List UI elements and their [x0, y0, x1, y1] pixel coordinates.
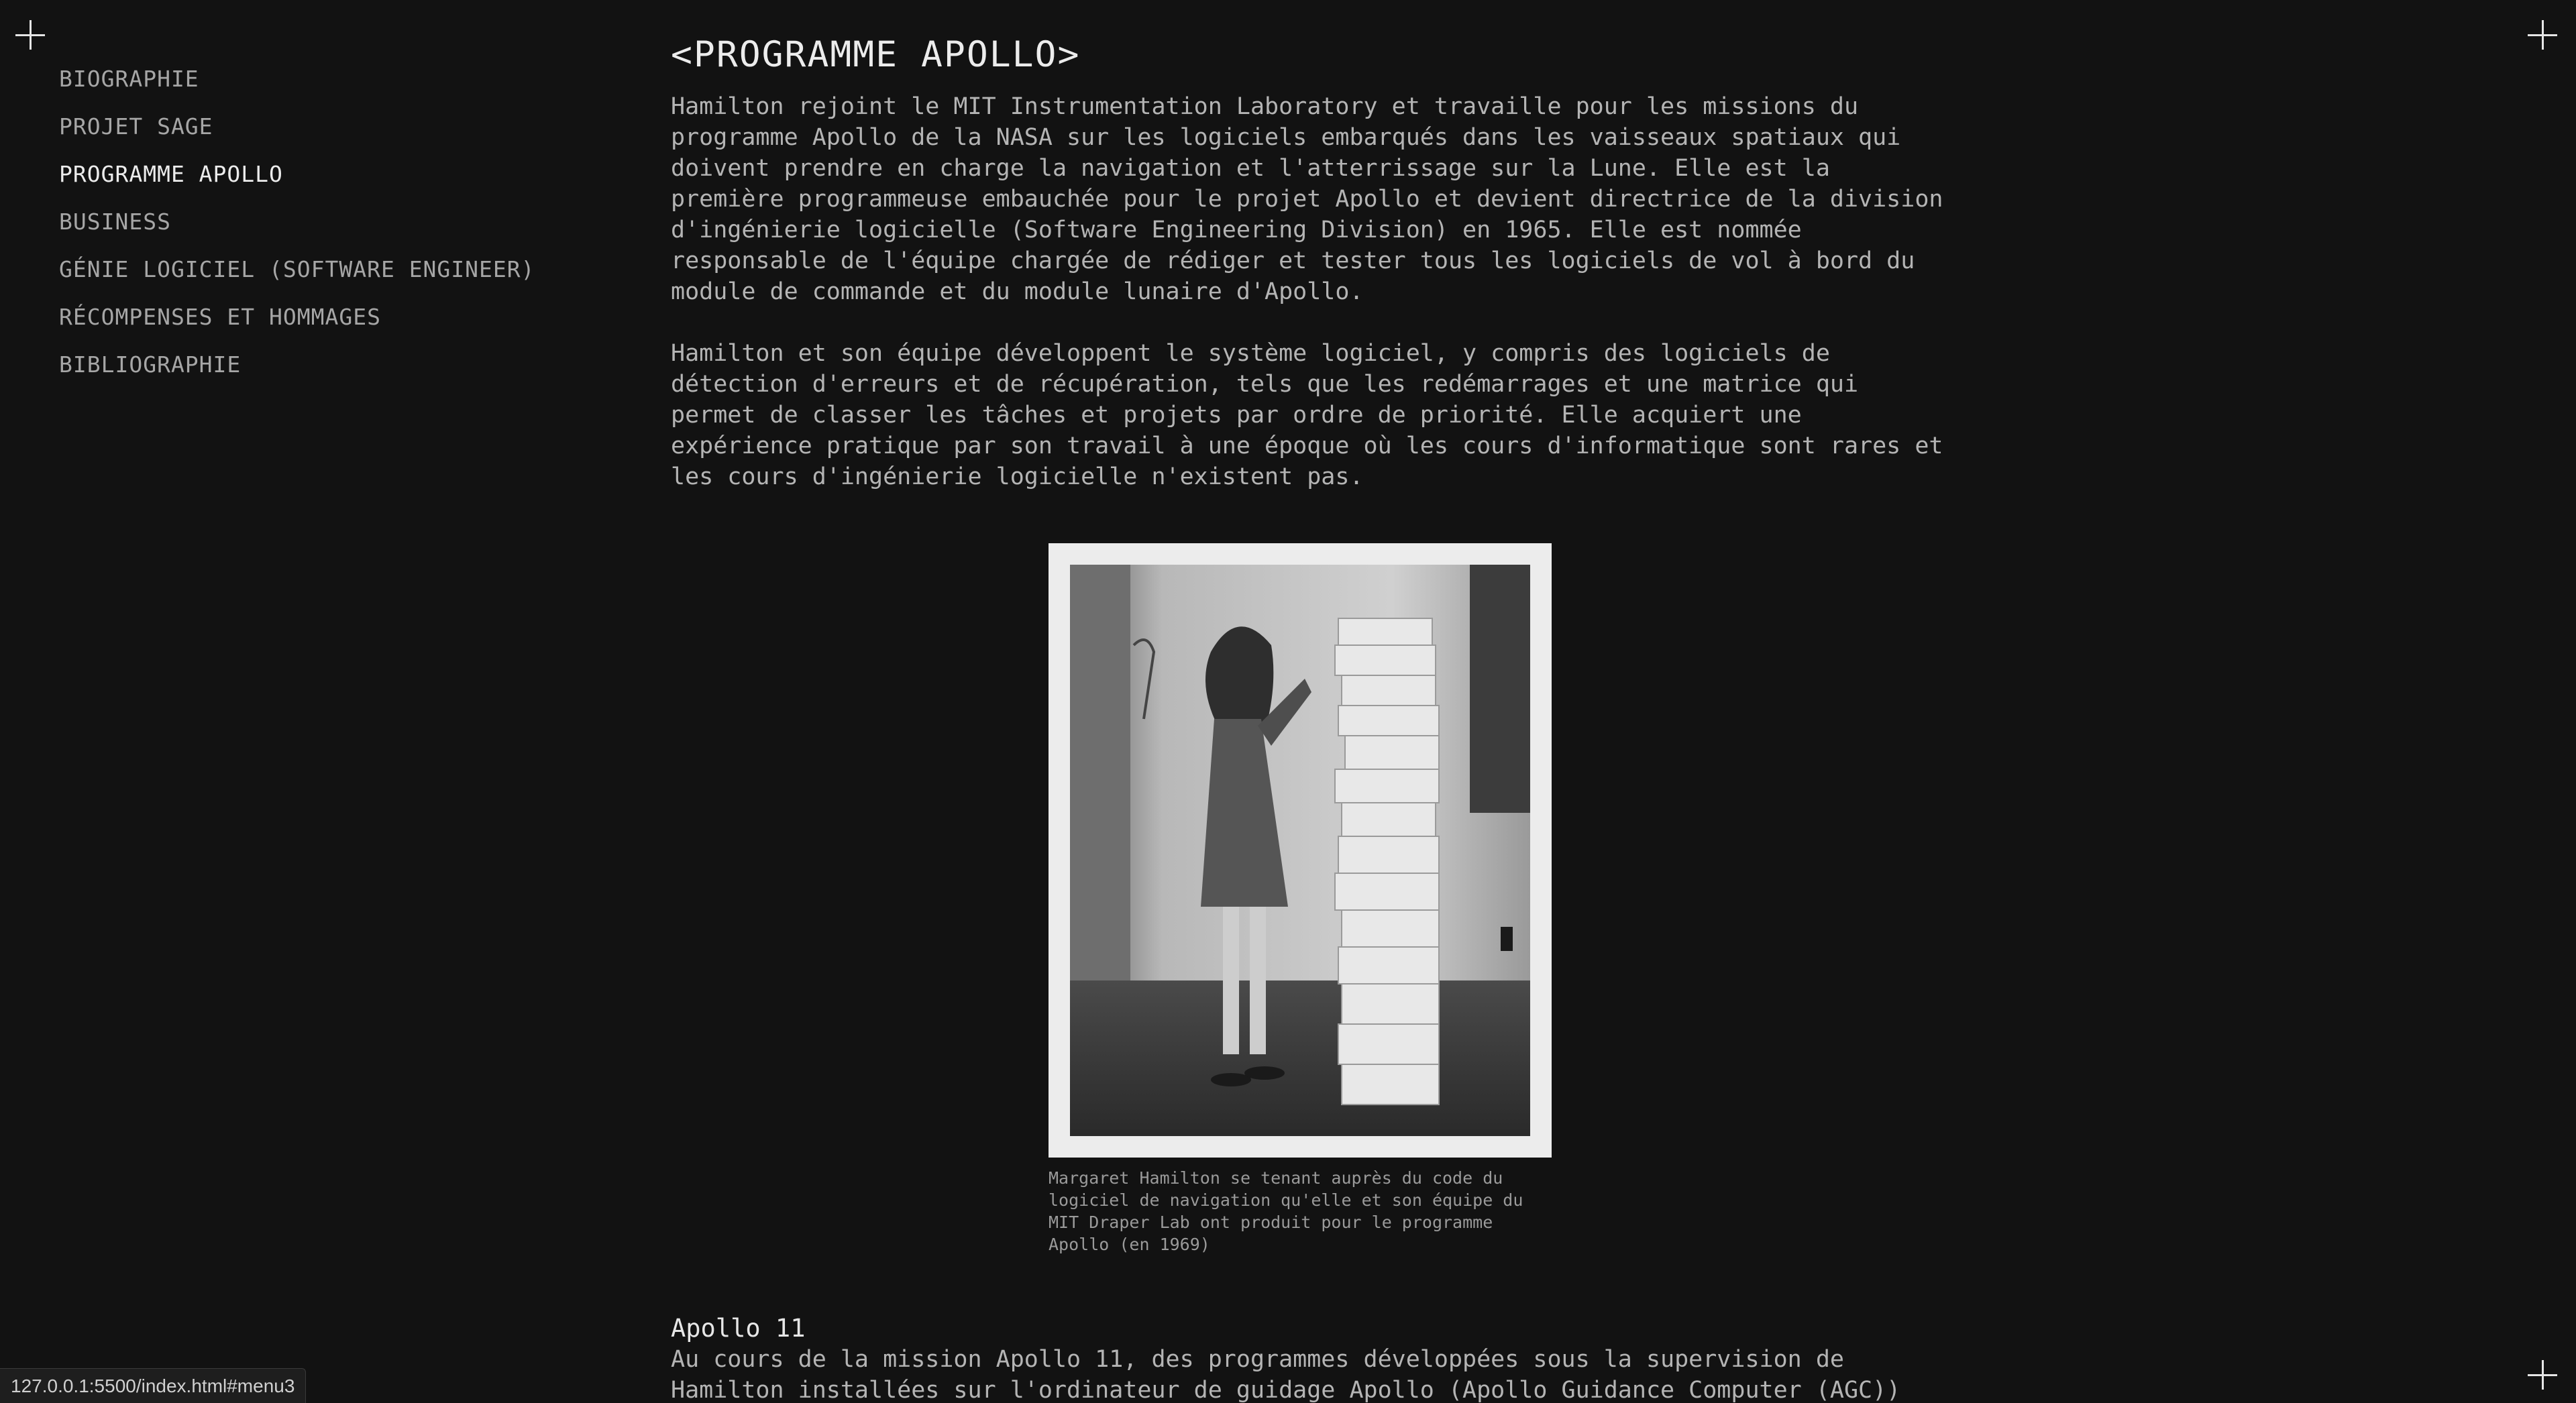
sidebar-item-programme-apollo[interactable]: PROGRAMME APOLLO: [59, 161, 283, 187]
sidebar-item-biographie[interactable]: BIOGRAPHIE: [59, 66, 199, 92]
photo-caption: Margaret Hamilton se tenant auprès du code du logiciel de navigation qu'elle et son équipe du MIT Draper Lab ont produit pour le programme Apollo (en 1969): [1049, 1168, 1523, 1254]
page-title: <PROGRAMME APOLLO>: [671, 34, 1081, 75]
sidebar-nav: [59, 55, 596, 388]
sidebar-item-recompenses[interactable]: RÉCOMPENSES ET HOMMAGES: [59, 304, 381, 330]
plus-icon[interactable]: [2528, 20, 2557, 50]
section-text: Au cours de la mission Apollo 11, des programmes développées sous la supervision de Hamilton installées sur l'ordinateur de guidage Apollo (Apollo Guidance Computer (AGC)): [671, 1346, 1901, 1403]
paragraph: Hamilton et son équipe développent le système logiciel, y compris des logiciels de détection d'erreurs et de récupération, tels que les redémarrages et une matrice qui permet de classer les tâches et projets par ordre de priorité. Elle acquiert une expérience pratique par son travail à une époque où les cours d'informatique sont rares et les cours d'ingénierie logicielle n'existent pas.: [671, 340, 1943, 490]
plus-icon[interactable]: [2528, 1360, 2557, 1390]
photo-frame: [1049, 543, 1552, 1158]
photo-margaret-hamilton: [1070, 565, 1530, 1136]
plus-icon[interactable]: [15, 20, 45, 50]
sidebar-item-bibliographie[interactable]: BIBLIOGRAPHIE: [59, 351, 241, 378]
section-title: Apollo 11: [671, 1314, 806, 1343]
paragraph: Hamilton rejoint le MIT Instrumentation Laboratory et travaille pour les missions du programme Apollo de la NASA sur les logiciels embarqués dans les vaisseaux spatiaux qui doivent prendre en charge la navigation et l'atterrissage sur la Lune. Elle est la première programmeuse embauchée pour le projet Apollo et devient directrice de la division d'ingénierie logicielle (Software Engineering Division) en 1965. Elle est nommée responsable de l'équipe chargée de rédiger et tester tous les logiciels de vol à bord du module de commande et du module lunaire d'Apollo.: [671, 93, 1943, 305]
sidebar-item-projet-sage[interactable]: PROJET SAGE: [59, 113, 213, 139]
sidebar-item-genie-logiciel[interactable]: GÉNIE LOGICIEL (SOFTWARE ENGINEER): [59, 256, 535, 282]
sidebar-item-business[interactable]: BUSINESS: [59, 209, 171, 235]
photo-figure: [1049, 543, 1552, 1255]
status-bar-url: 127.0.0.1:5500/index.html#menu3: [0, 1368, 306, 1403]
apollo-11-section: [671, 1313, 1945, 1403]
main-content: [671, 31, 1945, 523]
